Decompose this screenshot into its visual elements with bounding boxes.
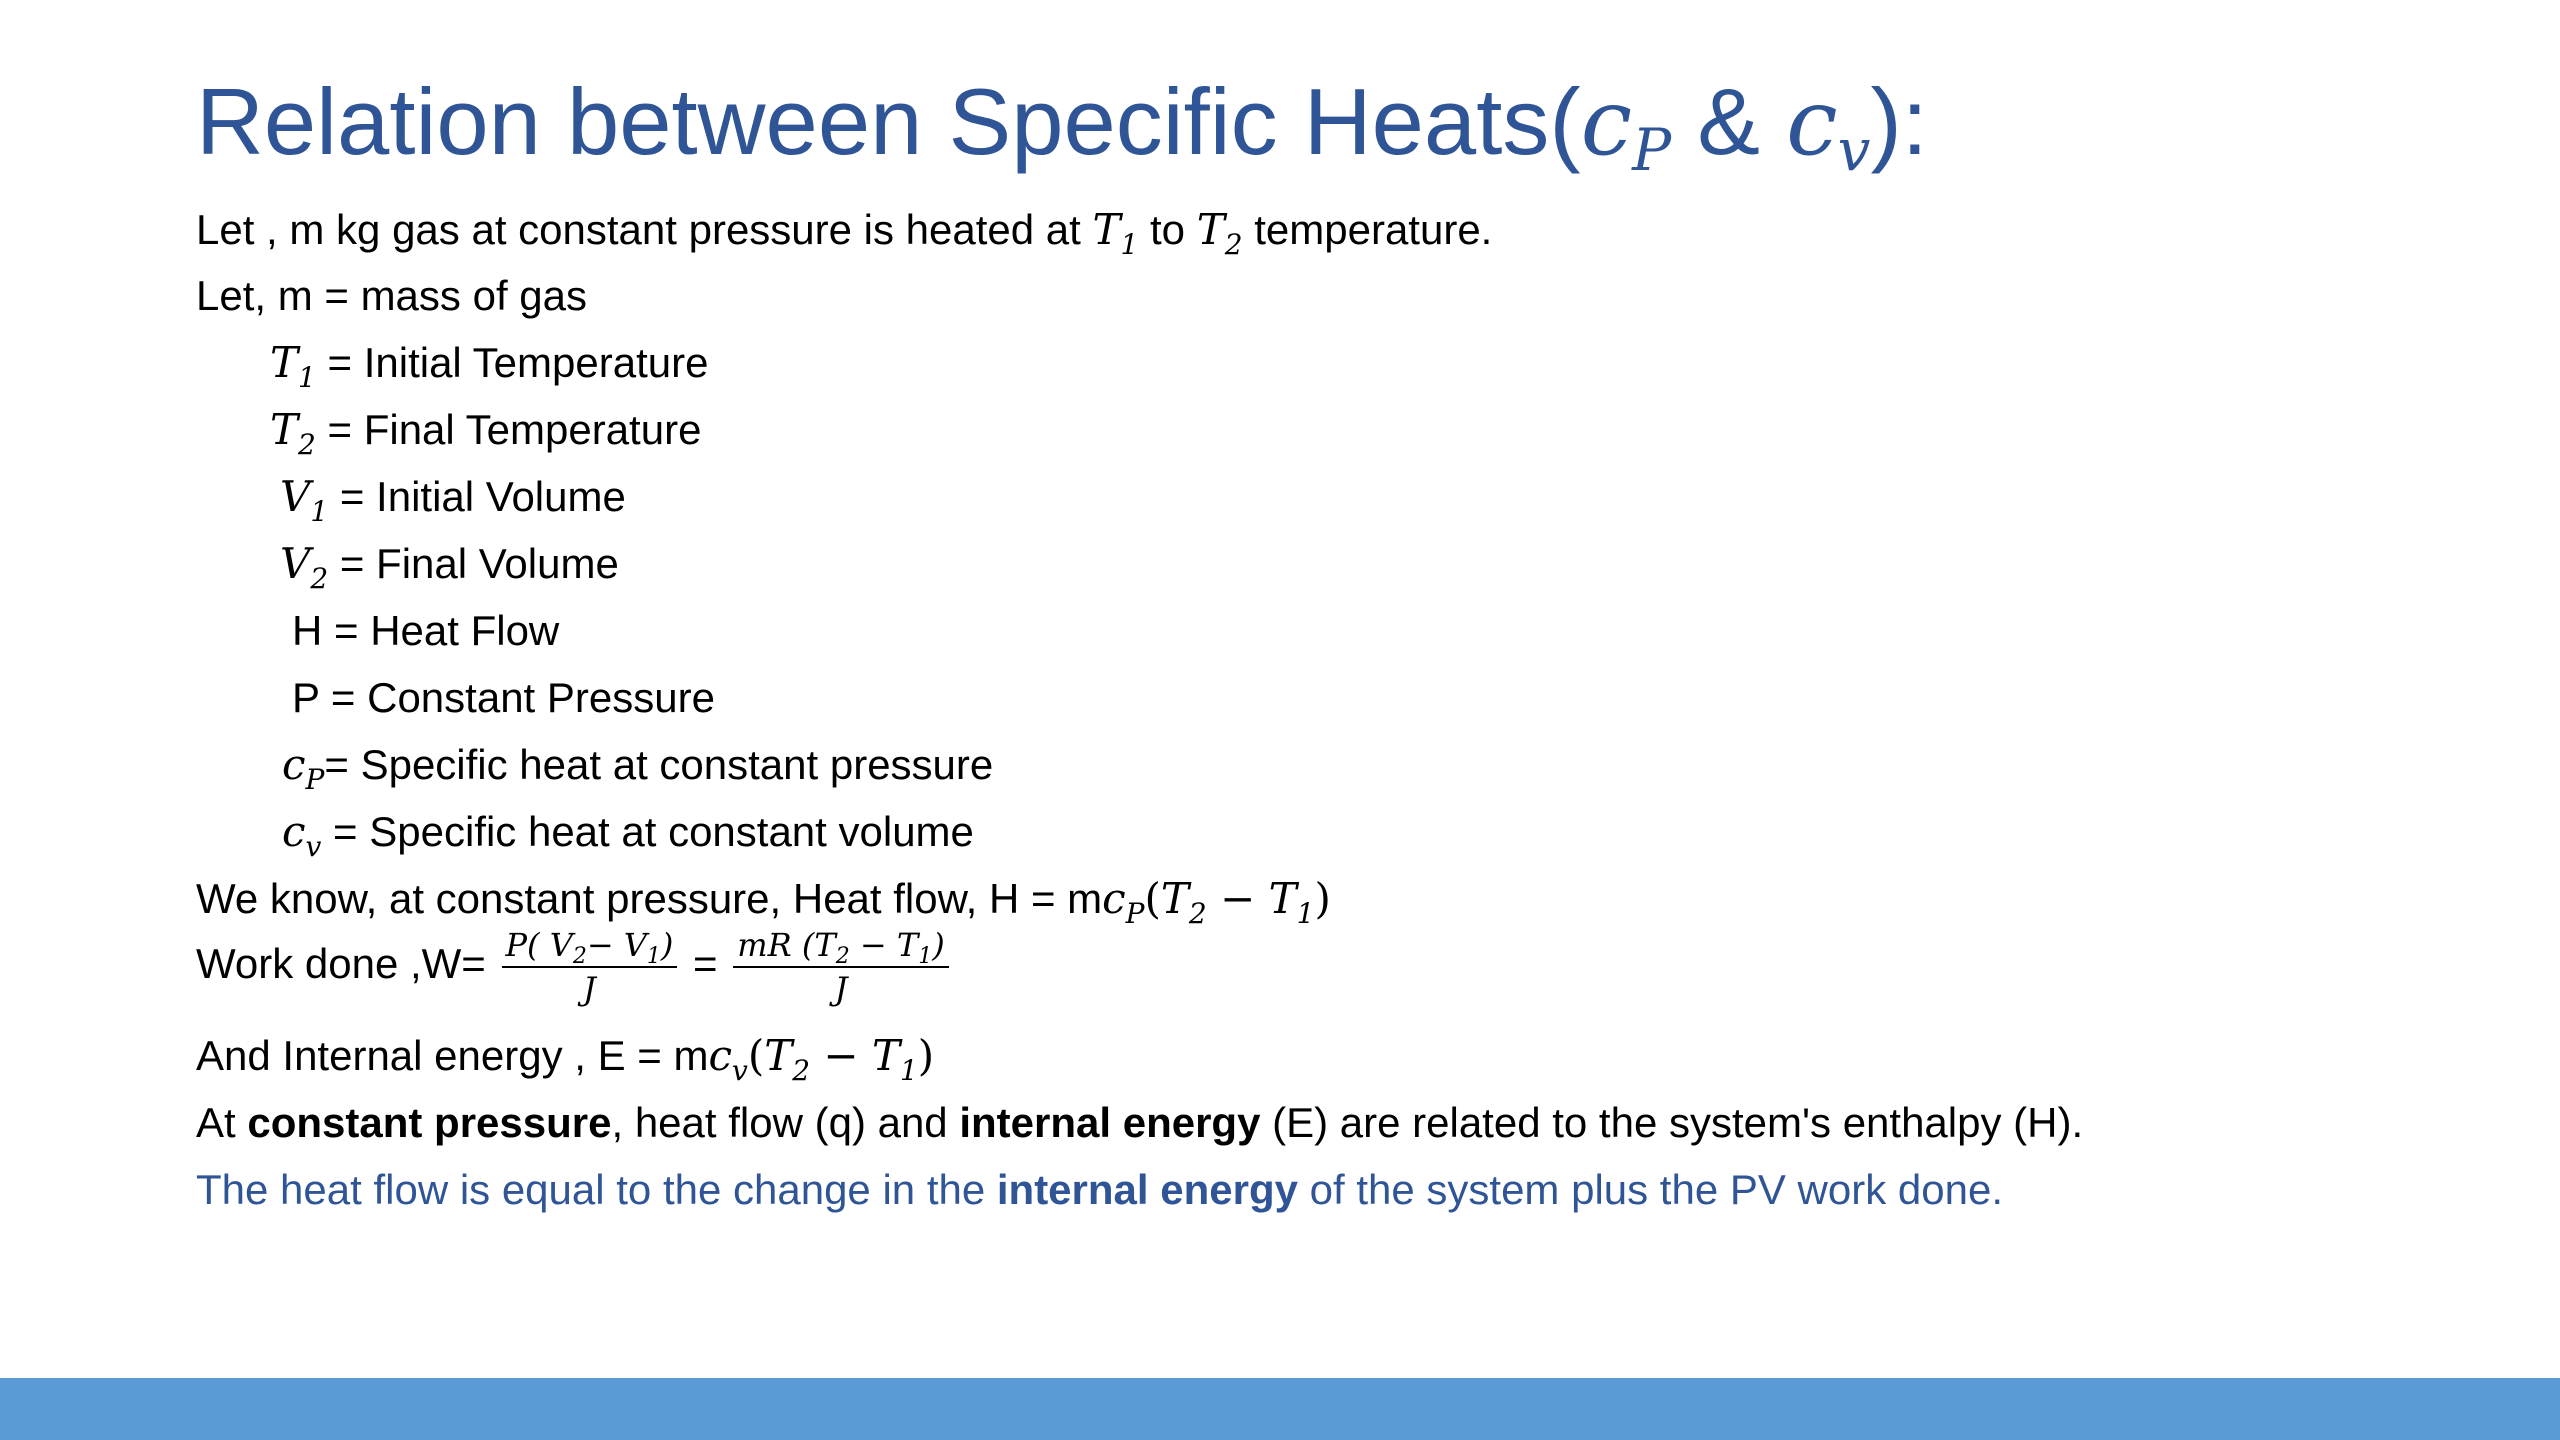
definition-heat-flow: H = Heat Flow: [292, 607, 560, 654]
conclusion-statement: The heat flow is equal to the change in the internal energy of the system plus the PV work done.: [196, 1166, 2004, 1213]
definition-v1: $V_1$ = Initial Volume: [280, 472, 626, 528]
internal-energy-equation: And Internal energy , $E = mc_v(T_2 - T_1)$: [196, 1031, 935, 1087]
title-cp-symbol: $c_P$: [1580, 69, 1672, 184]
let-mass-line: Let, m = mass of gas: [196, 272, 588, 319]
enthalpy-statement: At constant pressure, heat flow (q) and internal energy (E) are related to the system's enthalpy (H).: [196, 1099, 2084, 1146]
intro-line: Let , m kg gas at constant pressure is heated at $T_1$ to $T_2$ temperature.: [196, 205, 1493, 261]
title-ampersand: &: [1671, 69, 1787, 174]
footer-bar: [0, 1378, 2560, 1440]
definition-t2: $T_2$ = Final Temperature: [270, 405, 702, 461]
work-fraction-1: $\frac{P( V_2- V_1)}{J}$: [502, 926, 678, 1008]
slide-title: [196, 62, 1928, 183]
definition-pressure: P = Constant Pressure: [292, 674, 715, 721]
title-text: Relation between Specific Heats(: [196, 69, 1581, 174]
title-end: ):: [1870, 69, 1928, 174]
work-fraction-2: $\frac{mR (T_2 - T_1)}{J}$: [733, 926, 948, 1008]
definition-t1: $T_1$ = Initial Temperature: [270, 338, 709, 394]
work-done-equation: Work done ,W= $\frac{P( V_2- V_1)}{J}$ = $\frac{mR (T_2 - T_1)}{J}$: [196, 926, 953, 1008]
heat-flow-equation: We know, at constant pressure, Heat flow, $H = mc_P(T_2 - T_1)$: [196, 874, 1331, 930]
definition-cp: $c_P=$ Specific heat at constant pressure: [282, 740, 994, 796]
definition-cv: $c_v$ = Specific heat at constant volume: [282, 807, 974, 863]
definition-v2: $V_2$ = Final Volume: [280, 539, 619, 595]
title-cv-symbol: $c_v$: [1786, 69, 1871, 184]
